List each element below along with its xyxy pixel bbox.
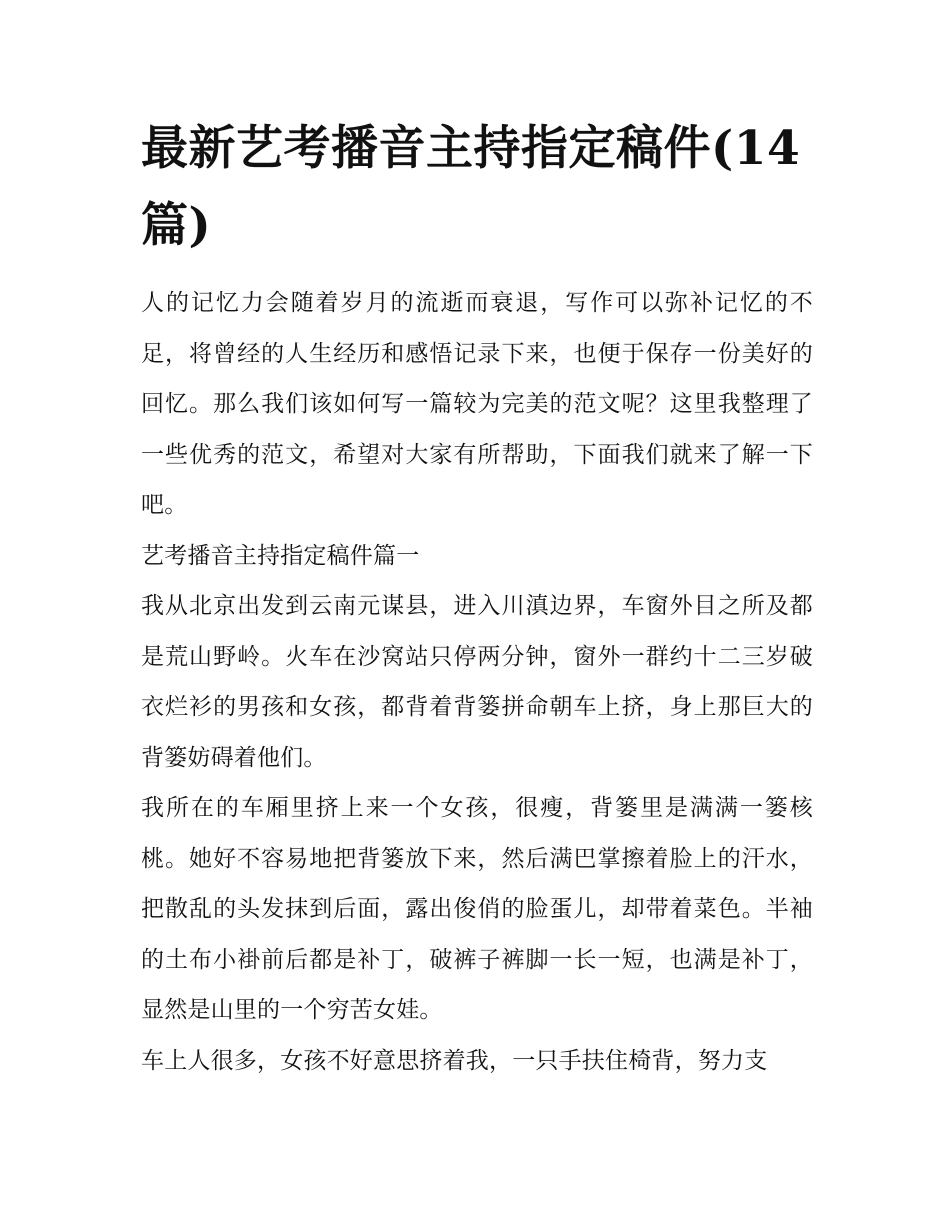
document-title: 最新艺考播音主持指定稿件(14篇) — [141, 121, 801, 253]
intro-paragraph: 人的记忆力会随着岁月的流逝而衰退，写作可以弥补记忆的不足，将曾经的人生经历和感悟记录下来，也便于保存一份美好的回忆。那么我们该如何写一篇较为完美的范文呢？这里我整理了一些优秀的范文，希望对大家有所帮助，下面我们就来了解一下吧。 — [141, 290, 813, 518]
body-paragraph: 我从北京出发到云南元谋县，进入川滇边界，车窗外目之所及都是荒山野岭。火车在沙窝站只停两分钟，窗外一群约十二三岁破衣烂衫的男孩和女孩，都背着背篓拼命朝车上挤，身上那巨大的背篓妨碍着他们。 — [141, 593, 813, 771]
section-heading: 艺考播音主持指定稿件篇一 — [141, 542, 420, 569]
document-page — [141, 110, 813, 1086]
body-paragraph: 我所在的车厢里挤上来一个女孩，很瘦，背篓里是满满一篓核桃。她好不容易地把背篓放下来，然后满巴掌擦着脸上的汗水，把散乱的头发抹到后面，露出俊俏的脸蛋儿，却带着菜色。半袖的土布小褂前后都是补丁，破裤子裤脚一长一短，也满是补丁，显然是山里的一个穷苦女娃。 — [141, 795, 813, 1023]
body-paragraph: 车上人很多，女孩不好意思挤着我，一只手扶住椅背，努力支 — [141, 1047, 768, 1074]
